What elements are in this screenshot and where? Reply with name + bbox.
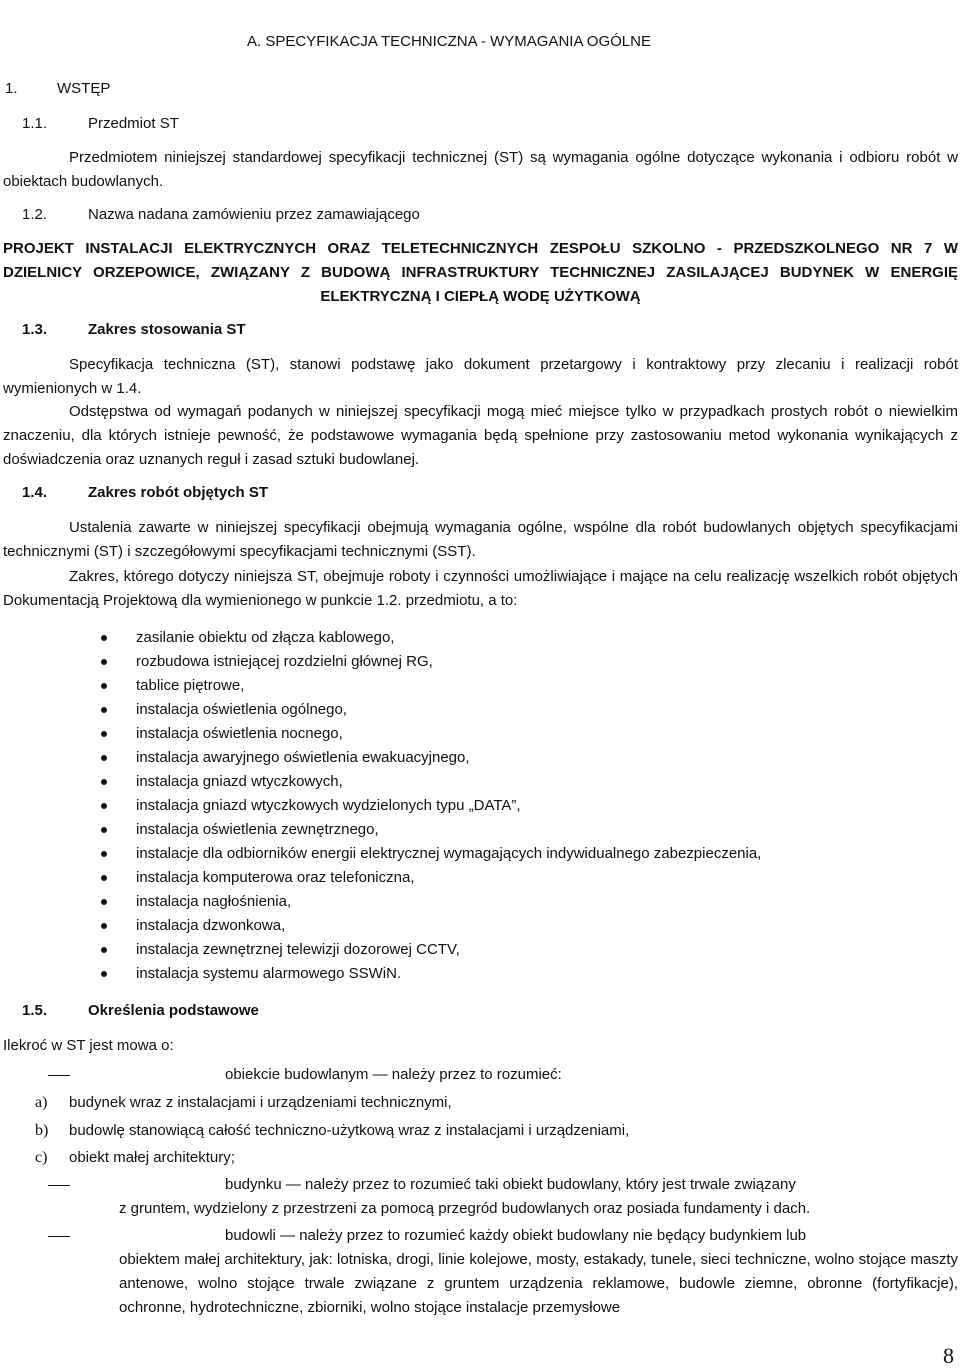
- list-item-text: instalacja oświetlenia zewnętrznego,: [136, 821, 379, 838]
- list-item: [98, 938, 761, 962]
- definition-item-c: [35, 1146, 235, 1170]
- bullet-icon: [101, 803, 107, 809]
- item-text: obiekt małej architektury;: [69, 1149, 235, 1166]
- list-item: [98, 626, 761, 650]
- project-title: PROJEKT INSTALACJI ELEKTRYCZNYCH ORAZ TELETECHNICZNYCH ZESPOŁU SZKOLNO - PRZEDSZKOLNEGO NR 7 W DZIELNICY ORZEPOWICE, ZWIĄZANY Z BUDOWĄ INFRASTRUKTURY TECHNICZNEJ ZASILAJĄCEJ BUDYNEK W ENERGIĘ ELEKTRYCZNĄ I CIEPŁĄ WODĘ UŻYTKOWĄ: [3, 240, 958, 305]
- list-item-text: instalacja gniazd wtyczkowych,: [136, 773, 343, 790]
- section-1-2-heading: [22, 203, 420, 227]
- scope-list: [98, 626, 761, 986]
- section-1-3-heading: [22, 318, 246, 342]
- list-item: [98, 698, 761, 722]
- definition-text: budynku — należy przez to rozumieć taki obiekt budowlany, który jest trwale związany: [225, 1176, 796, 1193]
- bullet-icon: [101, 971, 107, 977]
- section-1-4-heading: [22, 481, 268, 505]
- list-item-text: instalacja komputerowa oraz telefoniczna,: [136, 869, 415, 886]
- section-title: Przedmiot ST: [88, 115, 179, 132]
- list-item-text: instalacja oświetlenia ogólnego,: [136, 701, 347, 718]
- section-title: Określenia podstawowe: [88, 1002, 259, 1019]
- definition-budynek-cont: z gruntem, wydzielony z przestrzeni za pomocą przegród budowlanych oraz posiada fundamenty i dach.: [119, 1200, 811, 1217]
- bullet-icon: [101, 635, 107, 641]
- section-1-1-heading: [22, 112, 179, 136]
- section-1-3-text-1: [3, 353, 958, 401]
- item-text: budowlę stanowiącą całość techniczno-użytkową wraz z instalacjami i urządzeniami,: [69, 1122, 630, 1139]
- list-item-text: instalacja gniazd wtyczkowych wydzielonych typu „DATA”,: [136, 797, 521, 814]
- section-title: Zakres robót objętych ST: [88, 484, 269, 501]
- bullet-icon: [101, 875, 107, 881]
- bullet-icon: [101, 827, 107, 833]
- list-item: [98, 866, 761, 890]
- list-item: [98, 962, 761, 986]
- bullet-icon: [101, 779, 107, 785]
- list-item-text: tablice piętrowe,: [136, 677, 245, 694]
- section-1-heading: [5, 77, 110, 101]
- list-item: [98, 914, 761, 938]
- section-title: WSTĘP: [57, 80, 111, 97]
- section-number: 1.3.: [22, 321, 48, 338]
- definition-text: budowli — należy przez to rozumieć każdy obiekt budowlany nie będący budynkiem lub: [225, 1227, 807, 1244]
- list-item: [98, 650, 761, 674]
- item-marker: a): [35, 1094, 48, 1111]
- section-1-5-heading: [22, 999, 259, 1023]
- definition-item-b: [35, 1119, 629, 1143]
- paragraph: Odstępstwa od wymagań podanych w niniejszej specyfikacji mogą mieć miejsce tylko w przypadkach prostych robót o niewielkim znaczeniu, dla których istnieje pewność, że podstawowe wymagania będą spełnione przy zastosowaniu metod wykonania wynikających z doświadczenia oraz uznanych reguł i zasad sztuki budowlanej.: [3, 403, 958, 468]
- bullet-icon: [101, 683, 107, 689]
- definitions-intro: Ilekroć w ST jest mowa o:: [3, 1037, 174, 1054]
- dash-icon: [48, 1075, 70, 1076]
- item-marker: b): [35, 1122, 49, 1139]
- bullet-icon: [101, 899, 107, 905]
- paragraph: Specyfikacja techniczna (ST), stanowi podstawę jako dokument przetargowy i kontraktowy przy zlecaniu i realizacji robót wymienionych w 1.4.: [3, 356, 958, 397]
- list-item: [98, 794, 761, 818]
- list-item: [98, 890, 761, 914]
- definition-item-a: [35, 1091, 452, 1115]
- list-item-text: zasilanie obiektu od złącza kablowego,: [136, 629, 395, 646]
- definition-obiekt: [48, 1063, 562, 1087]
- section-1-1-text: [3, 146, 958, 194]
- bullet-icon: [101, 947, 107, 953]
- list-item-text: instalacja systemu alarmowego SSWiN.: [136, 965, 402, 982]
- dash-icon: [48, 1236, 70, 1237]
- definition-budowla: [48, 1224, 806, 1248]
- section-title: Nazwa nadana zamówieniu przez zamawiającego: [88, 206, 420, 223]
- list-item: [98, 818, 761, 842]
- section-number: 1.5.: [22, 1002, 48, 1019]
- list-item-text: instalacja nagłośnienia,: [136, 893, 292, 910]
- section-number: 1.: [5, 80, 18, 97]
- definition-text: obiekcie budowlanym — należy przez to rozumieć:: [225, 1066, 562, 1083]
- document-title: A. SPECYFIKACJA TECHNICZNA - WYMAGANIA OGÓLNE: [247, 33, 651, 50]
- item-marker: c): [35, 1149, 48, 1166]
- section-number: 1.4.: [22, 484, 48, 501]
- list-item: [98, 674, 761, 698]
- section-number: 1.2.: [22, 206, 48, 223]
- bullet-icon: [101, 731, 107, 737]
- paragraph: Ustalenia zawarte w niniejszej specyfikacji obejmują wymagania ogólne, wspólne dla robót budowlanych objętych specyfikacjami technicznymi (ST) i szczegółowymi specyfikacjami technicznymi (SST).: [3, 519, 958, 560]
- list-item-text: instalacja zewnętrznej telewizji dozorowej CCTV,: [136, 941, 460, 958]
- list-item: [98, 842, 761, 866]
- section-1-4-text-2: [3, 565, 958, 613]
- bullet-icon: [101, 755, 107, 761]
- section-1-4-text-1: [3, 516, 958, 564]
- section-title: Zakres stosowania ST: [88, 321, 246, 338]
- dash-icon: [48, 1185, 70, 1186]
- paragraph: Zakres, którego dotyczy niniejsza ST, obejmuje roboty i czynności umożliwiające i mające na celu realizację wszelkich robót objętych Dokumentacją Projektową dla wymienionego w punkcie 1.2. przedmiotu, a to:: [3, 568, 958, 609]
- list-item-text: rozbudowa istniejącej rozdzielni głównej RG,: [136, 653, 433, 670]
- bullet-icon: [101, 851, 107, 857]
- paragraph: Przedmiotem niniejszej standardowej specyfikacji technicznej (ST) są wymagania ogólne dotyczące wykonania i odbioru robót w obiektach budowlanych.: [3, 149, 958, 190]
- list-item: [98, 770, 761, 794]
- bullet-icon: [101, 707, 107, 713]
- list-item-text: instalacje dla odbiorników energii elektrycznej wymagających indywidualnego zabezpieczenia,: [136, 845, 762, 862]
- list-item: [98, 722, 761, 746]
- definition-budowla-cont: obiektem małej architektury, jak: lotniska, drogi, linie kolejowe, mosty, estakady, tunele, sieci techniczne, wolno stojące maszty antenowe, wolno stojące trwale związane z gruntem urządzenia reklamowe, budowle ziemne, obronne (fortyfikacje), ochronne, hydrotechniczne, zbiorniki, wolno stojące instalacje przemysłowe: [119, 1251, 958, 1316]
- page-number: 8: [943, 1343, 954, 1368]
- item-text: budynek wraz z instalacjami i urządzeniami technicznymi,: [69, 1094, 452, 1111]
- list-item-text: instalacja awaryjnego oświetlenia ewakuacyjnego,: [136, 749, 470, 766]
- definition-budynek: [48, 1173, 796, 1197]
- list-item-text: instalacja oświetlenia nocnego,: [136, 725, 343, 742]
- bullet-icon: [101, 659, 107, 665]
- bullet-icon: [101, 923, 107, 929]
- section-1-3-text-2: [3, 400, 958, 472]
- section-number: 1.1.: [22, 115, 48, 132]
- list-item-text: instalacja dzwonkowa,: [136, 917, 286, 934]
- list-item: [98, 746, 761, 770]
